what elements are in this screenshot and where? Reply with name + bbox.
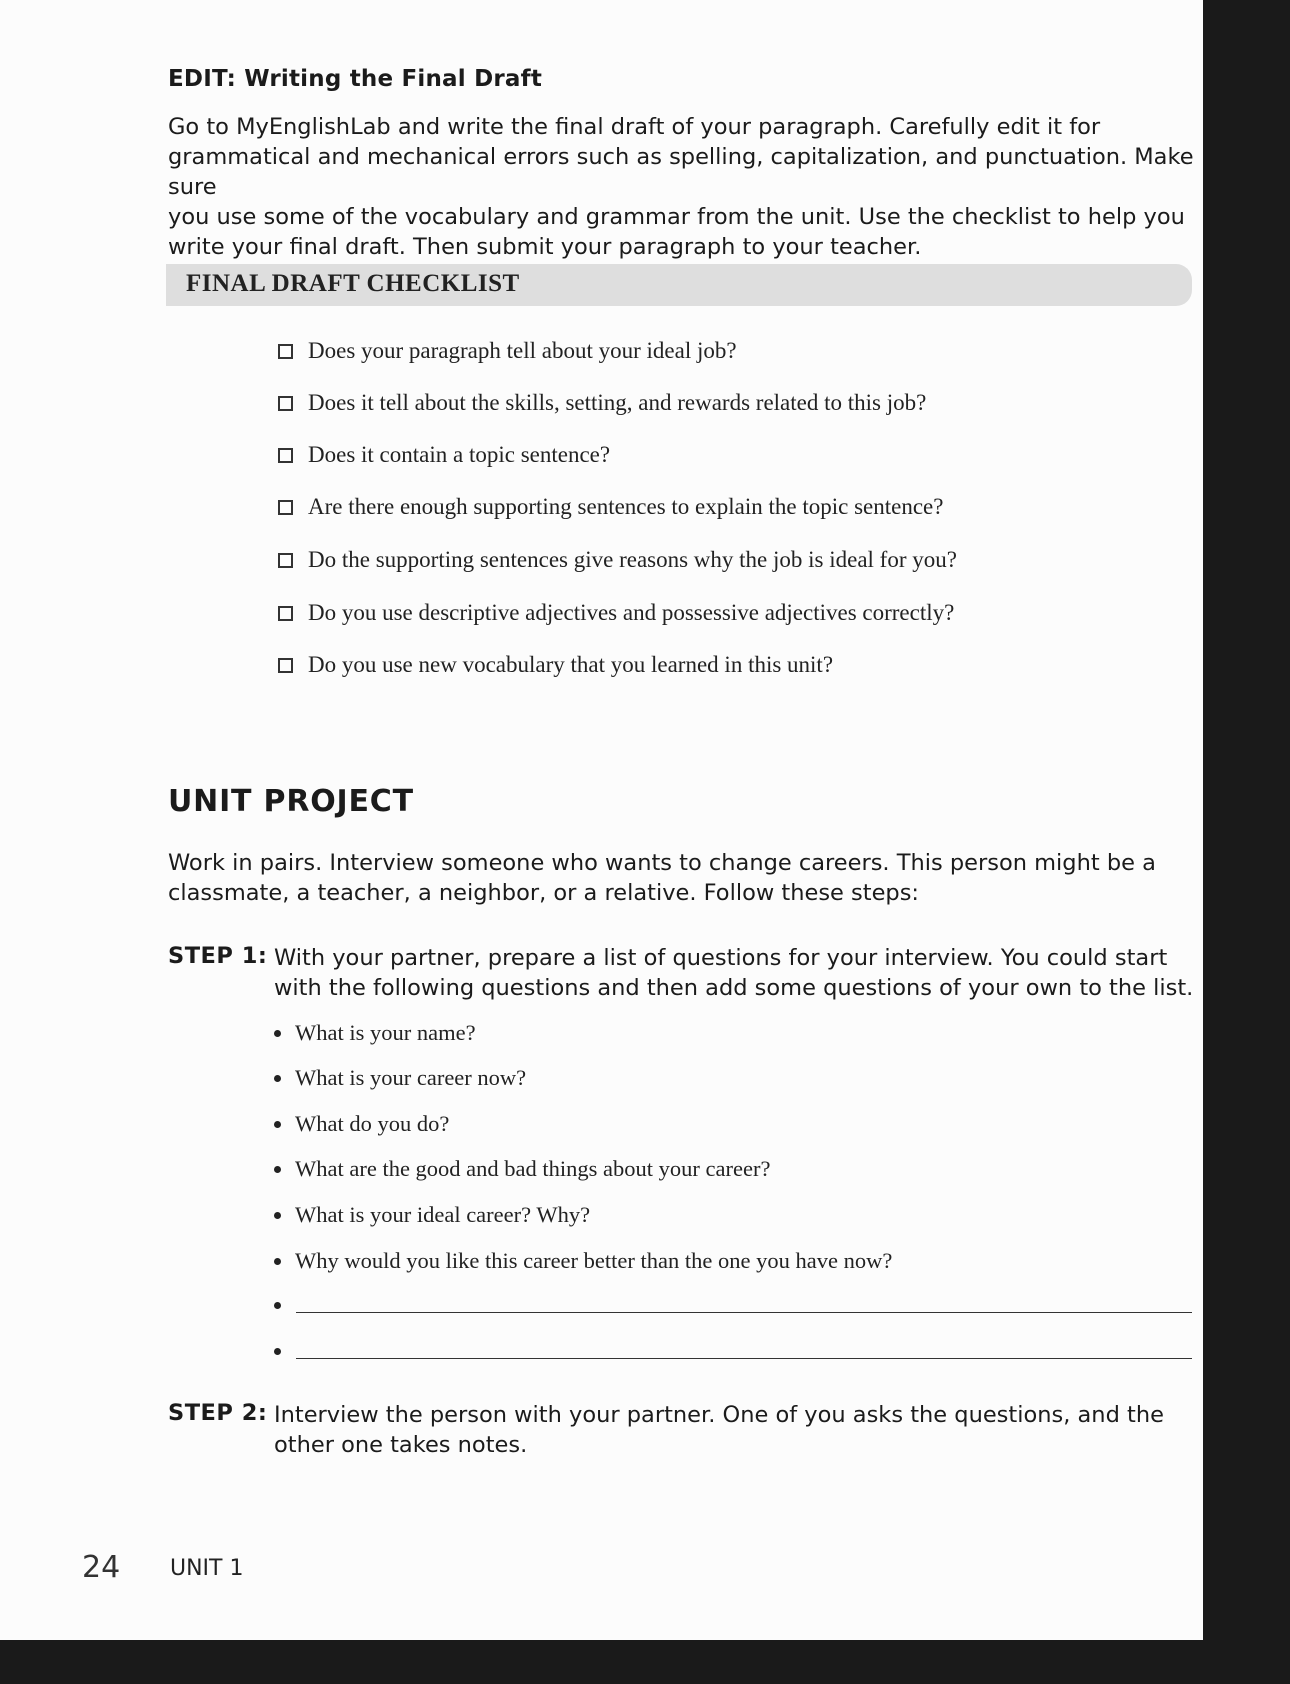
checkbox[interactable] [278, 606, 293, 621]
checklist-item[interactable] [278, 598, 954, 628]
blank-question-item[interactable] [274, 1336, 295, 1366]
question-item [274, 1018, 476, 1048]
checkbox[interactable] [278, 396, 293, 411]
blank-answer-line[interactable] [296, 1312, 1192, 1313]
question-item [274, 1109, 449, 1139]
bullet-icon [274, 1075, 281, 1082]
checklist-item-text: Does your paragraph tell about your ideal job? [308, 338, 737, 363]
checkbox[interactable] [278, 658, 293, 673]
question-item [274, 1063, 526, 1093]
question-text: What is your ideal career? Why? [295, 1202, 591, 1227]
unit-project-heading: UNIT PROJECT [168, 784, 414, 819]
project-line-2: classmate, a teacher, a neighbor, or a relative. Follow these steps: [168, 880, 920, 906]
checkbox[interactable] [278, 344, 293, 359]
checklist-item[interactable] [278, 388, 926, 418]
checklist-item-text: Are there enough supporting sentences to explain the topic sentence? [308, 494, 944, 519]
step-2-line-1: Interview the person with your partner. One of you asks the questions, and the [274, 1402, 1164, 1428]
question-text: What is your career now? [295, 1065, 527, 1090]
question-text: What is your name? [295, 1020, 476, 1045]
checkbox[interactable] [278, 553, 293, 568]
bullet-icon [274, 1030, 281, 1037]
checklist-title: FINAL DRAFT CHECKLIST [186, 270, 520, 297]
project-line-1: Work in pairs. Interview someone who wants to change careers. This person might be a [168, 850, 1156, 876]
step-2-line-2: other one takes notes. [274, 1432, 528, 1458]
checklist-item-text: Do the supporting sentences give reasons why the job is ideal for you? [308, 547, 957, 572]
blank-question-item[interactable] [274, 1290, 295, 1320]
bullet-icon [274, 1212, 281, 1219]
checklist-item[interactable] [278, 492, 943, 522]
unit-label: UNIT 1 [170, 1556, 244, 1581]
checkbox[interactable] [278, 448, 293, 463]
step-1-label: STEP 1: [168, 943, 268, 969]
edit-heading: EDIT: Writing the Final Draft [168, 66, 543, 92]
checklist-item[interactable] [278, 650, 833, 680]
edit-line-3: you use some of the vocabulary and grammar from the unit. Use the checklist to help you [168, 204, 1185, 230]
question-text: What do you do? [295, 1111, 450, 1136]
checklist-item-text: Do you use descriptive adjectives and possessive adjectives correctly? [308, 600, 955, 625]
question-item [274, 1246, 892, 1276]
bullet-icon [274, 1302, 281, 1309]
question-item [274, 1200, 590, 1230]
checklist-item[interactable] [278, 440, 610, 470]
checklist-item-text: Does it contain a topic sentence? [308, 442, 611, 467]
checkbox[interactable] [278, 500, 293, 515]
bullet-icon [274, 1166, 281, 1173]
question-text: What are the good and bad things about your career? [295, 1156, 771, 1181]
page-number: 24 [82, 1550, 121, 1585]
step-1-line-2: with the following questions and then add some questions of your own to the list. [274, 975, 1194, 1001]
edit-line-4: write your final draft. Then submit your paragraph to your teacher. [168, 234, 922, 260]
step-1-text [274, 943, 1194, 1003]
checklist-item-text: Does it tell about the skills, setting, and rewards related to this job? [308, 390, 927, 415]
edit-line-1: Go to MyEnglishLab and write the final draft of your paragraph. Carefully edit it for [168, 114, 1101, 140]
checklist-item-text: Do you use new vocabulary that you learned in this unit? [308, 652, 834, 677]
step-2-text [274, 1400, 1194, 1460]
edit-line-2: grammatical and mechanical errors such as spelling, capitalization, and punctuation. Make sure [168, 144, 1194, 200]
blank-answer-line[interactable] [296, 1358, 1192, 1359]
project-instructions [168, 848, 1168, 908]
checklist-item[interactable] [278, 336, 737, 366]
bullet-icon [274, 1258, 281, 1265]
edit-instructions [168, 112, 1198, 262]
question-text: Why would you like this career better than the one you have now? [295, 1248, 893, 1273]
checklist-item[interactable] [278, 545, 957, 575]
bullet-icon [274, 1121, 281, 1128]
question-item [274, 1154, 770, 1184]
bullet-icon [274, 1348, 281, 1355]
step-1-line-1: With your partner, prepare a list of questions for your interview. You could start [274, 945, 1168, 971]
step-2-label: STEP 2: [168, 1400, 268, 1426]
